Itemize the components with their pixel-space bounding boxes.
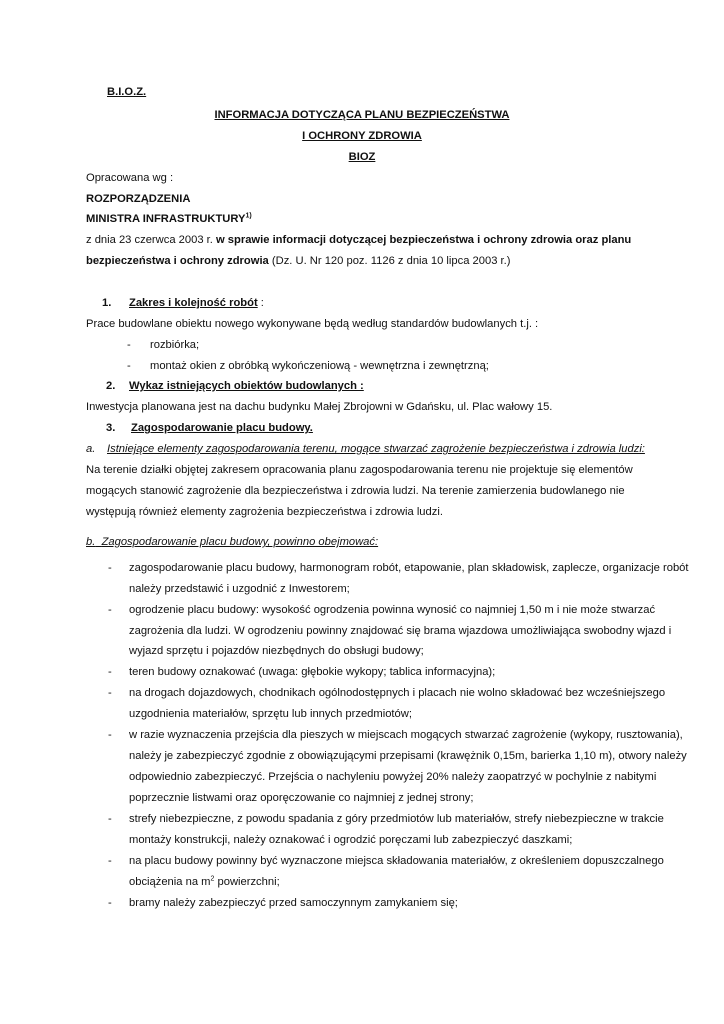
list-item-dash: - [108,729,112,741]
list-item-line [129,876,637,888]
document-title-line1: INFORMACJA DOTYCZĄCA PLANU BEZPIECZEŃSTWA [214,109,510,121]
list-item-dash: - [108,666,112,678]
list-item-line: bramy należy zabezpieczyć przed samoczynnym zamykaniem się; [129,897,458,909]
section1-text: Prace budowlane obiektu nowego wykonywane będą według standardów budowlanych t.j. : [86,318,539,330]
regulation-date: z dnia 23 czerwca 2003 r. [86,234,216,246]
ministry-text: MINISTRA INFRASTRUKTURY [86,213,246,225]
section3a-label: a. [86,443,96,455]
section1-title: Zakres i kolejność robót [129,297,258,309]
section1-item-dash: - [127,339,131,351]
list-item-dash: - [108,687,112,699]
section3a-text-line: mogących stanowić zagrożenie dla bezpieczeństwa i zdrowia ludzi. Na terenie zamierzenia budowlanego nie [86,485,625,497]
list-item-line: poprzecznie listwami oraz oporęczowanie co najmniej z jednej strony; [129,792,474,804]
section3-title: Zagospodarowanie placu budowy. [131,422,313,434]
regulation-date-line [86,234,631,246]
list-item-dash: - [108,897,112,909]
list-item-dash: - [108,562,112,574]
regulation-subject-2: bezpieczeństwa i ochrony zdrowia [86,255,269,267]
list-item-line: należy je zabezpieczyć zgodnie z obowiązującymi przepisami (krawężnik 0,15m, barierka 1,10 m), otwory należy [129,750,687,762]
ministry-footnote: 1) [245,212,252,220]
list-item-dash: - [108,604,112,616]
section3b-heading [86,536,378,548]
regulation-label: ROZPORZĄDZENIA [86,193,191,205]
list-item-dash: - [108,855,112,867]
section1-heading [129,297,264,309]
document-title-line3: BIOZ [348,151,376,163]
list-item-line: wyjazd sprzętu i pojazdów niezbędnych do obsługi budowy; [129,645,424,657]
list-item-line: należy przedstawić i uzgodnić z Inwestorem; [129,583,350,595]
document-title-line2: I OCHRONY ZDROWIA [302,130,422,142]
list-item-line: na drogach dojazdowych, chodnikach ogólnodostępnych i placach nie wolno składować bez wcześniejszego [129,687,666,699]
load-text: obciążenia na m [129,876,211,888]
load-text-end: powierzchni; [214,876,280,888]
section1-title-suffix: : [257,297,264,309]
section2-title: Wykaz istniejących obiektów budowlanych : [129,380,364,392]
section1-number: 1. [102,297,112,309]
list-item-line: uzgodnienia materiałów, sprzętu lub innych przedmiotów; [129,708,412,720]
section3a-text-line: występują również elementy zagrożenia bezpieczeństwa i zdrowia ludzi. [86,506,443,518]
section1-item-text: rozbiórka; [150,339,200,351]
section2-text: Inwestycja planowana jest na dachu budynku Małej Zbrojowni w Gdańsku, ul. Plac wałowy 15. [86,401,553,413]
section1-item-dash: - [127,360,131,372]
list-item-line: ogrodzenie placu budowy: wysokość ogrodzenia powinna wynosić co najmniej 1,50 m i nie może stwarzać [129,604,656,616]
list-item-line: na placu budowy powinny być wyznaczone miejsca składowania materiałów, z określeniem dopuszczalnego [129,855,664,867]
list-item-line: zagospodarowanie placu budowy, harmonogram robót, etapowanie, plan składowisk, zaplecze, organizacje robót [129,562,689,574]
list-item-line: odpowiednio zabezpieczyć. Przejścia o nachyleniu powyżej 20% należy zaopatrzyć w pochylnie z nabitymi [129,771,657,783]
list-item-line: montaży konstrukcji, należy oznakować i ogrodzić poręczami lub zabezpieczyć daszkami; [129,834,573,846]
prepared-by-label: Opracowana wg : [86,172,174,184]
section3-number: 3. [106,422,116,434]
section3a-title: Istniejące elementy zagospodarowania terenu, mogące stwarzać zagrożenie bezpieczeństwa i zdrowia ludzi: [107,443,645,455]
list-item-line: zagrożenia dla ludzi. W ogrodzeniu powinny znajdować się brama wjazdowa umożliwiająca swobodny wjazd i [129,625,672,637]
journal-reference: (Dz. U. Nr 120 poz. 1126 z dnia 10 lipca 2003 r.) [268,255,511,267]
section1-item-text: montaż okien z obróbką wykończeniową - wewnętrzna i zewnętrzną; [150,360,489,372]
square-meter-superscript: 2 [210,875,215,883]
regulation-subject-line2 [86,255,510,267]
list-item-dash: - [108,813,112,825]
section3a-text-line: Na terenie działki objętej zakresem opracowania planu zagospodarowania terenu nie projektuje się elementów [86,464,633,476]
section3b-label: b. [86,536,96,548]
ministry-label [86,213,252,225]
regulation-subject-1: w sprawie informacji dotyczącej bezpieczeństwa i ochrony zdrowia oraz planu [215,234,632,246]
list-item-line: teren budowy oznakować (uwaga: głębokie wykopy; tablica informacyjna); [129,666,496,678]
section2-number: 2. [106,380,116,392]
list-item-line: w razie wyznaczenia przejścia dla pieszych w miejscach mogących stwarzać zagrożenie (wykopy, rusztowania), [129,729,683,741]
list-item-line: strefy niebezpieczne, z powodu spadania z góry przedmiotów lub materiałów, strefy niebezpieczne w trakcie [129,813,664,825]
section3b-title: Zagospodarowanie placu budowy, powinno obejmować: [101,536,379,548]
bioz-abbreviation: B.I.O.Z. [107,86,147,98]
